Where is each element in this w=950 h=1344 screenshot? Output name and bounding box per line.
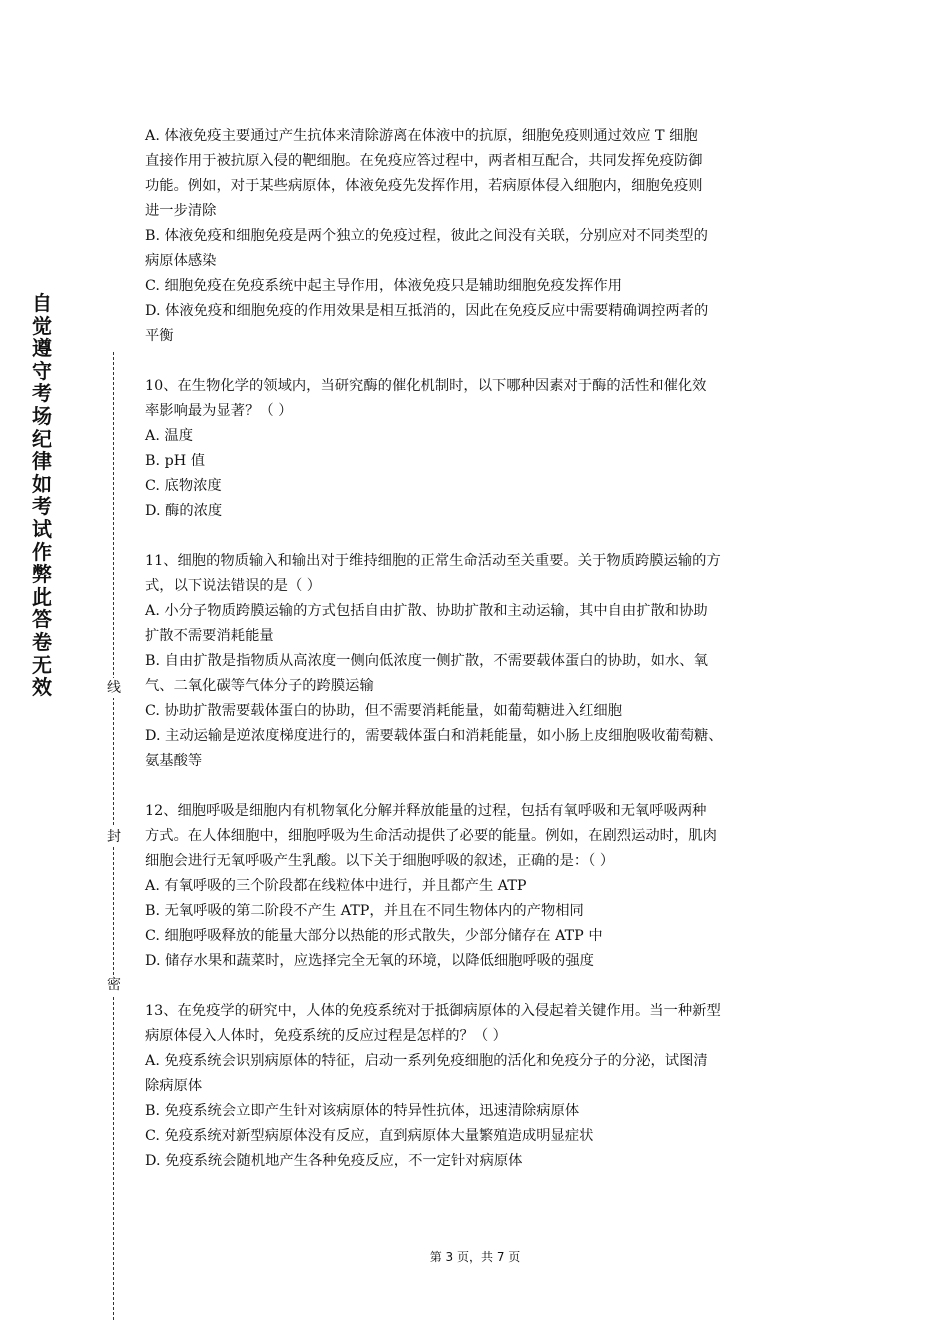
answer-option-line: A. 免疫系统会识别病原体的特征，启动一系列免疫细胞的活化和免疫分子的分泌，试图清 — [145, 1053, 708, 1069]
answer-option[interactable] — [145, 299, 830, 349]
exam-discipline-notice: 自觉遵守考场纪律如考试作弊此答卷无效 — [32, 291, 52, 700]
binding-label-seal: 封 — [107, 829, 121, 845]
page-footer: 第 3 页，共 7 页 — [429, 1250, 521, 1264]
answer-option-line: C. 细胞呼吸释放的能量大部分以热能的形式散失，少部分储存在 ATP 中 — [145, 928, 603, 944]
answer-option[interactable] — [145, 224, 830, 274]
question-stem-line: 率影响最为显著？（ ） — [145, 403, 293, 419]
answer-option[interactable] — [145, 924, 830, 949]
binding-label-line: 线 — [107, 680, 121, 696]
question-stem-line: 细胞会进行无氧呼吸产生乳酸。以下关于细胞呼吸的叙述，正确的是：（ ） — [145, 853, 615, 869]
answer-option-line: B. 自由扩散是指物质从高浓度一侧向低浓度一侧扩散，不需要载体蛋白的协助，如水、氧 — [145, 653, 708, 669]
answer-option[interactable] — [145, 124, 830, 224]
question-stem-line: 方式。在人体细胞中，细胞呼吸为生命活动提供了必要的能量。例如，在剧烈运动时，肌肉 — [145, 828, 717, 844]
answer-option-line: 除病原体 — [145, 1078, 203, 1094]
answer-option-line: 病原体感染 — [145, 253, 217, 269]
answer-option-line: 气、二氧化碳等气体分子的跨膜运输 — [145, 678, 374, 694]
question-content — [145, 124, 830, 1174]
answer-option-line: A. 体液免疫主要通过产生抗体来清除游离在体液中的抗原，细胞免疫则通过效应 T 细胞 — [145, 128, 698, 144]
answer-option-line: C. 协助扩散需要载体蛋白的协助，但不需要消耗能量，如葡萄糖进入红细胞 — [145, 703, 623, 719]
question-spacer — [145, 524, 830, 549]
answer-option-line: 氨基酸等 — [145, 753, 203, 769]
question-stem-line: 12、细胞呼吸是细胞内有机物氧化分解并释放能量的过程，包括有氧呼吸和无氧呼吸两种 — [145, 803, 707, 819]
question-block — [145, 549, 830, 774]
question-stem-line: 病原体侵入人体时，免疫系统的反应过程是怎样的？（ ） — [145, 1028, 507, 1044]
question-stem-line: 式，以下说法错误的是（ ） — [145, 578, 322, 594]
answer-option[interactable] — [145, 474, 830, 499]
answer-option-line: C. 底物浓度 — [145, 478, 222, 494]
answer-option[interactable] — [145, 899, 830, 924]
answer-option[interactable] — [145, 1099, 830, 1124]
answer-option-line: D. 免疫系统会随机地产生各种免疫反应，不一定针对病原体 — [145, 1153, 523, 1169]
answer-option[interactable] — [145, 949, 830, 974]
answer-option-line: A. 温度 — [145, 428, 194, 444]
answer-option-line: A. 小分子物质跨膜运输的方式包括自由扩散、协助扩散和主动运输，其中自由扩散和协助 — [145, 603, 708, 619]
answer-option-line: C. 免疫系统对新型病原体没有反应，直到病原体大量繁殖造成明显症状 — [145, 1128, 594, 1144]
answer-option[interactable] — [145, 424, 830, 449]
answer-option-line: A. 有氧呼吸的三个阶段都在线粒体中进行，并且都产生 ATP — [145, 878, 527, 894]
binding-label-secret: 密 — [107, 977, 121, 993]
answer-option-line: B. 免疫系统会立即产生针对该病原体的特异性抗体，迅速清除病原体 — [145, 1103, 580, 1119]
question-stem-line: 10、在生物化学的领域内，当研究酶的催化机制时，以下哪种因素对于酶的活性和催化效 — [145, 378, 707, 394]
answer-option-line: 平衡 — [145, 328, 174, 344]
answer-option[interactable] — [145, 274, 830, 299]
answer-option-line: 功能。例如，对于某些病原体，体液免疫先发挥作用，若病原体侵入细胞内，细胞免疫则 — [145, 178, 703, 194]
answer-option[interactable] — [145, 1124, 830, 1149]
question-stem-line: 13、在免疫学的研究中，人体的免疫系统对于抵御病原体的入侵起着关键作用。当一种新型 — [145, 1003, 721, 1019]
answer-option-line: B. 无氧呼吸的第二阶段不产生 ATP，并且在不同生物体内的产物相同 — [145, 903, 584, 919]
answer-option-line: D. 储存水果和蔬菜时，应选择完全无氧的环境，以降低细胞呼吸的强度 — [145, 953, 594, 969]
answer-option-line: C. 细胞免疫在免疫系统中起主导作用，体液免疫只是辅助细胞免疫发挥作用 — [145, 278, 623, 294]
answer-option-line: D. 主动运输是逆浓度梯度进行的，需要载体蛋白和消耗能量，如小肠上皮细胞吸收葡萄糖、 — [145, 728, 723, 744]
answer-option-line: D. 体液免疫和细胞免疫的作用效果是相互抵消的，因此在免疫反应中需要精确调控两者的 — [145, 303, 709, 319]
question-block — [145, 799, 830, 974]
answer-option[interactable] — [145, 874, 830, 899]
answer-option[interactable] — [145, 499, 830, 524]
question-spacer — [145, 349, 830, 374]
question-block — [145, 999, 830, 1174]
question-block — [145, 374, 830, 524]
answer-option[interactable] — [145, 699, 830, 724]
answer-option[interactable] — [145, 1049, 830, 1099]
answer-option-line: 直接作用于被抗原入侵的靶细胞。在免疫应答过程中，两者相互配合，共同发挥免疫防御 — [145, 153, 703, 169]
answer-option[interactable] — [145, 724, 830, 774]
question-block — [145, 124, 830, 349]
question-spacer — [145, 774, 830, 799]
answer-option[interactable] — [145, 649, 830, 699]
answer-option-line: 扩散不需要消耗能量 — [145, 628, 274, 644]
answer-option[interactable] — [145, 599, 830, 649]
answer-option[interactable] — [145, 1149, 830, 1174]
answer-option-line: B. 体液免疫和细胞免疫是两个独立的免疫过程，彼此之间没有关联，分别应对不同类型的 — [145, 228, 708, 244]
answer-option-line: B. pH 值 — [145, 453, 206, 469]
answer-option-line: 进一步清除 — [145, 203, 217, 219]
answer-option[interactable] — [145, 449, 830, 474]
question-stem-line: 11、细胞的物质输入和输出对于维持细胞的正常生命活动至关重要。关于物质跨膜运输的方 — [145, 553, 721, 569]
answer-option-line: D. 酶的浓度 — [145, 503, 223, 519]
question-spacer — [145, 974, 830, 999]
